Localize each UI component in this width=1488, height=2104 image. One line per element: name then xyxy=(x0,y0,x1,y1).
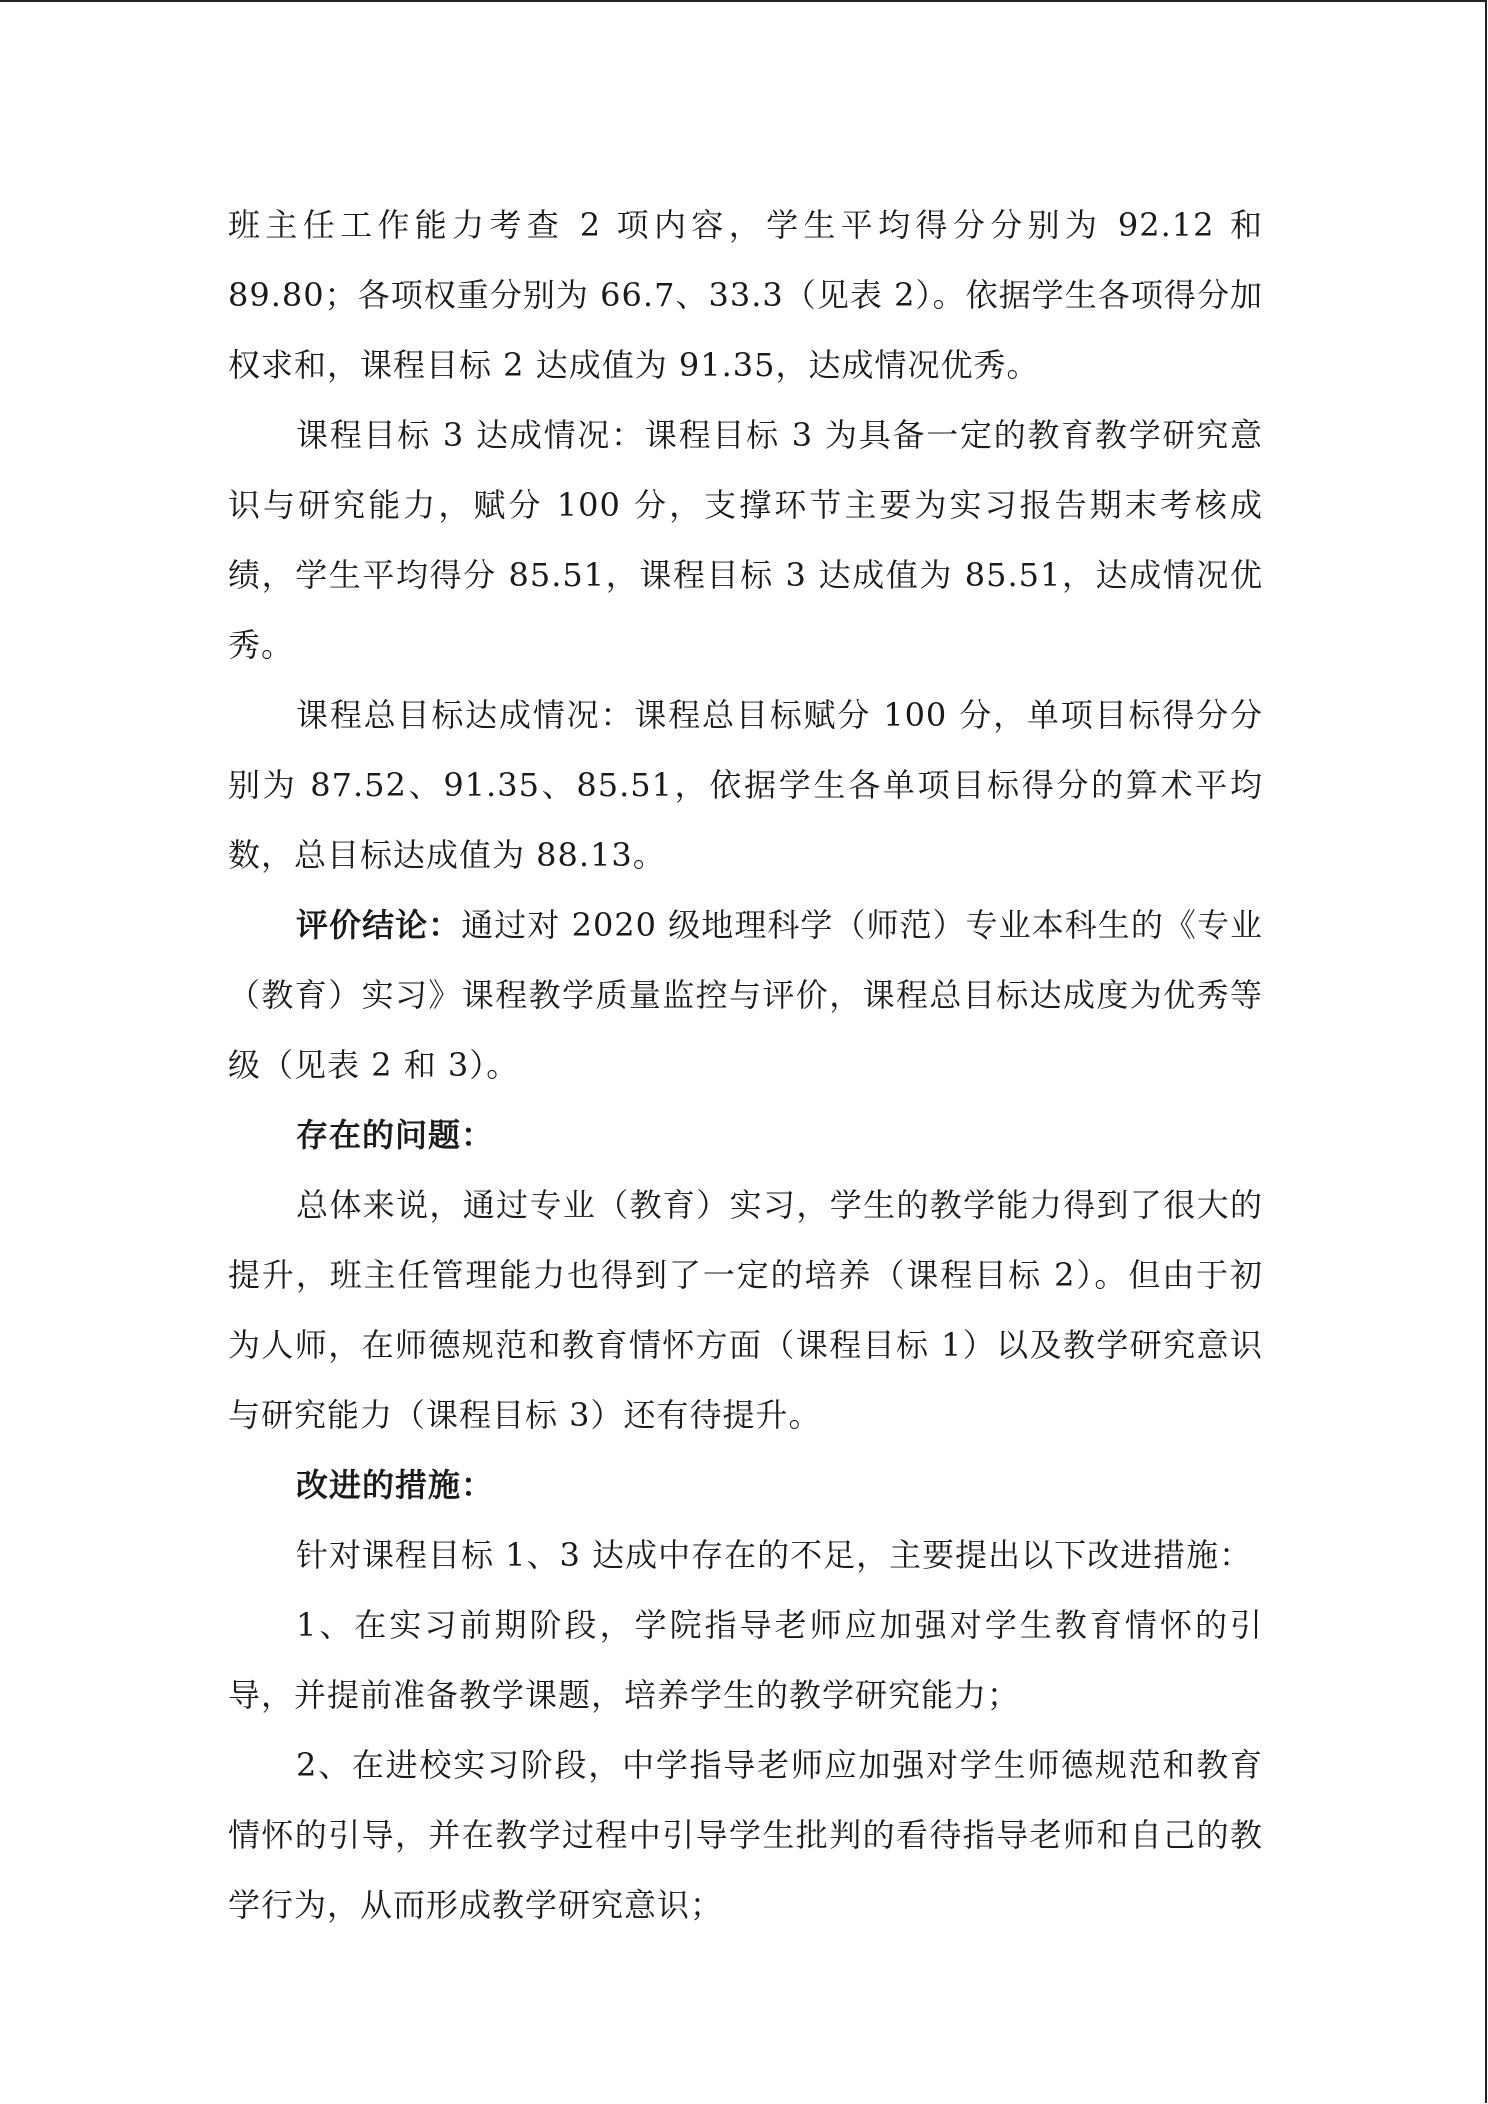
conclusion-label: 评价结论： xyxy=(296,906,462,944)
heading-measures: 改进的措施： xyxy=(296,1466,495,1504)
paragraph-overall-result: 课程总目标达成情况：课程总目标赋分 100 分，单项目标得分分别为 87.52、91.35、85.51，依据学生各单项目标得分的算术平均数，总目标达成值为 88.13。 xyxy=(228,696,1263,874)
paragraph-goal2-result: 班主任工作能力考查 2 项内容，学生平均得分分别为 92.12 和 89.80；各项权重分别为 66.7、33.3（见表 2）。依据学生各项得分加权求和，课程目标 2 达成值为 91.35，达成情况优秀。 xyxy=(228,206,1263,384)
paragraph-measures-intro: 针对课程目标 1、3 达成中存在的不足，主要提出以下改进措施： xyxy=(296,1536,1253,1574)
paragraph-problems: 总体来说，通过专业（教育）实习，学生的教学能力得到了很大的提升，班主任管理能力也得到了一定的培养（课程目标 2）。但由于初为人师，在师德规范和教育情怀方面（课程目标 1）以及教学研究意识与研究能力（课程目标 3）还有待提升。 xyxy=(228,1186,1263,1434)
paragraph-conclusion xyxy=(228,890,1263,1100)
paragraph-measure-2: 2、在进校实习阶段，中学指导老师应加强对学生师德规范和教育情怀的引导，并在教学过程中引导学生批判的看待指导老师和自己的教学行为，从而形成教学研究意识； xyxy=(228,1746,1263,1924)
conclusion-text: 通过对 2020 级地理科学（师范）专业本科生的《专业（教育）实习》课程教学质量监控与评价，课程总目标达成度为优秀等级（见表 2 和 3）。 xyxy=(228,906,1263,1084)
heading-problems: 存在的问题： xyxy=(296,1116,495,1154)
document-body xyxy=(228,190,1263,1940)
paragraph-measure-1: 1、在实习前期阶段，学院指导老师应加强对学生教育情怀的引导，并提前准备教学课题，培养学生的教学研究能力； xyxy=(228,1606,1263,1714)
paragraph-goal3-result: 课程目标 3 达成情况：课程目标 3 为具备一定的教育教学研究意识与研究能力，赋分 100 分，支撑环节主要为实习报告期末考核成绩，学生平均得分 85.51，课程目标 3 达成值为 85.51，达成情况优秀。 xyxy=(228,416,1263,664)
